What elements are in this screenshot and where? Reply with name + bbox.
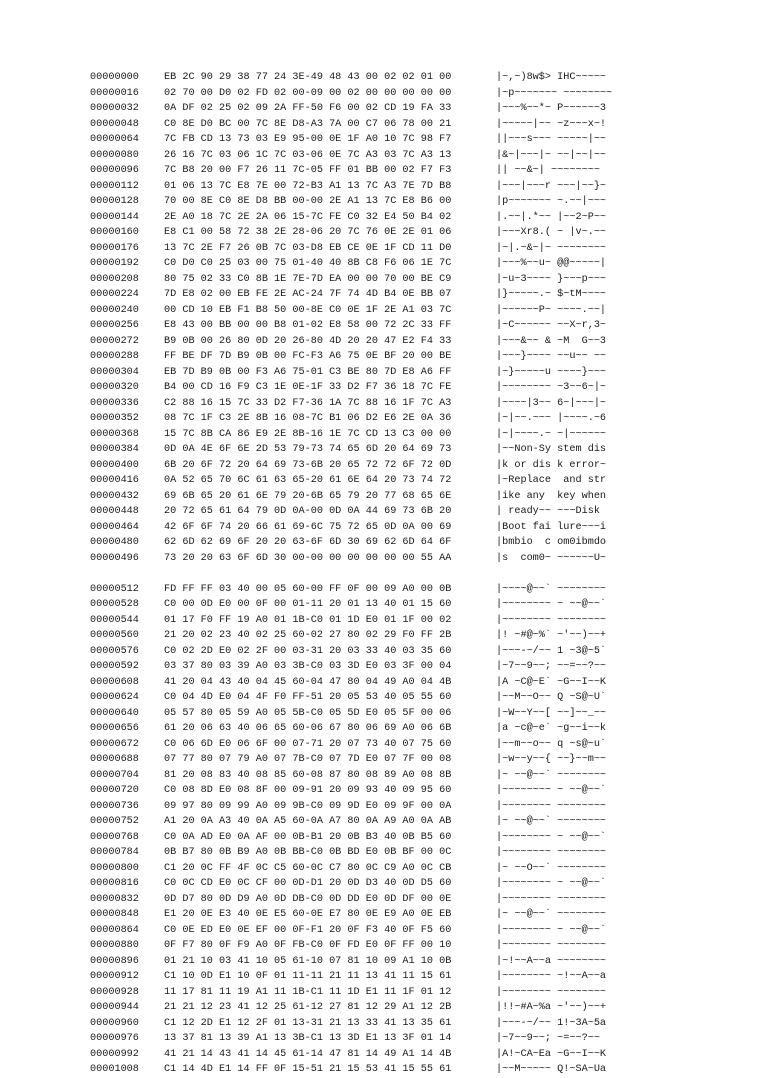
offset-cell: 00000272 bbox=[90, 335, 139, 347]
offset-cell: 00000688 bbox=[90, 754, 139, 765]
hex-bytes-cell: C0 0A AD E0 0A AF 00 0B-B1 20 0B B3 40 0B B5 60 bbox=[164, 831, 452, 843]
ascii-cell: |~~~%~~u~ @@~~~~~| bbox=[496, 258, 607, 269]
offset-cell: 00000608 bbox=[90, 676, 139, 688]
hex-bytes-cell: 01 06 13 7C E8 7E 00 72-B3 A1 13 7C A3 7E 7D B8 bbox=[164, 180, 452, 192]
offset-cell: 00000768 bbox=[90, 831, 139, 843]
dump-row bbox=[90, 938, 626, 954]
dump-row bbox=[90, 318, 626, 334]
ascii-cell: |~~~~~~~~ ~~~~~~~~ bbox=[496, 986, 607, 998]
offset-cell: 00000096 bbox=[90, 165, 139, 176]
dump-row bbox=[90, 597, 626, 613]
hex-bytes-cell: C1 12 2D E1 12 2F 01 13-31 21 13 33 41 13 35 61 bbox=[164, 1017, 452, 1029]
dump-row bbox=[90, 520, 626, 536]
offset-cell: 00000544 bbox=[90, 614, 139, 626]
offset-cell: 00000432 bbox=[90, 490, 139, 502]
ascii-cell: |~~~~~~~~ ~~~~~~~~ bbox=[496, 940, 607, 951]
offset-cell: 00000064 bbox=[90, 134, 139, 145]
offset-cell: 00000560 bbox=[90, 630, 139, 641]
dump-row bbox=[90, 396, 626, 412]
dump-row bbox=[90, 163, 626, 179]
offset-cell: 00000896 bbox=[90, 955, 139, 967]
hex-bytes-cell: C0 06 6D E0 06 6F 00 07-71 20 07 73 40 07 75 60 bbox=[164, 738, 452, 750]
offset-cell: 00000576 bbox=[90, 645, 139, 657]
dump-row bbox=[90, 334, 626, 350]
dump-row bbox=[90, 923, 626, 939]
ascii-cell: |~~~~~~~~ ~3~~6~|~ bbox=[496, 382, 607, 393]
hex-bytes-cell: FF BE DF 7D B9 0B 00 FC-F3 A6 75 0E BF 20 00 BE bbox=[164, 351, 452, 362]
ascii-cell: |.~~|.*~~ |~~2~P~~ bbox=[496, 211, 607, 223]
hex-bytes-cell: 0A DF 02 25 02 09 2A FF-50 F6 00 02 CD 19 FA 33 bbox=[164, 103, 452, 114]
ascii-cell: |~7~~9~~; ~=~~?~~ bbox=[496, 1033, 600, 1044]
hex-bytes-cell: 7C B8 20 00 F7 26 11 7C-05 FF 01 BB 00 02 F7 F3 bbox=[164, 165, 452, 176]
offset-cell: 00000144 bbox=[90, 211, 139, 223]
offset-cell: 00000976 bbox=[90, 1033, 139, 1044]
dump-row bbox=[90, 504, 626, 520]
dump-row bbox=[90, 303, 626, 319]
hex-bytes-cell: 0D D7 80 0D D9 A0 0D DB-C0 0D DD E0 0D DF 00 0E bbox=[164, 893, 452, 905]
hex-bytes-cell: 7D E8 02 00 EB FE 2E AC-24 7F 74 4D B4 0E BB 07 bbox=[164, 289, 452, 300]
ascii-cell: |p~~~~~~~ ~.~~|~~~ bbox=[496, 196, 607, 207]
hex-bytes-cell: 21 20 02 23 40 02 25 60-02 27 80 02 29 F0 FF 2B bbox=[164, 630, 452, 641]
ascii-cell: |~~~~~~~~ ~ ~~@~~` bbox=[496, 785, 607, 796]
hex-bytes-cell: 07 77 80 07 79 A0 07 7B-C0 07 7D E0 07 7F 00 08 bbox=[164, 754, 452, 765]
hex-bytes-cell: 2E A0 18 7C 2E 2A 06 15-7C FE C0 32 E4 50 B4 02 bbox=[164, 211, 452, 223]
offset-cell: 00000800 bbox=[90, 862, 139, 874]
offset-cell: 00000128 bbox=[90, 196, 139, 207]
hex-bytes-cell: C0 0C CD E0 0C CF 00 0D-D1 20 0D D3 40 0D D5 60 bbox=[164, 878, 452, 889]
dump-row bbox=[90, 985, 626, 1001]
dump-row bbox=[90, 814, 626, 830]
dump-row bbox=[90, 737, 626, 753]
ascii-cell: |~|~~~~.~ ~|~~~~~~ bbox=[496, 428, 607, 440]
dump-row bbox=[90, 969, 626, 985]
dump-row bbox=[90, 1062, 626, 1078]
offset-cell: 00000304 bbox=[90, 366, 139, 378]
dump-row bbox=[90, 365, 626, 381]
offset-cell: 00000256 bbox=[90, 320, 139, 331]
ascii-cell: |~~~Xr8.( ~ |v~.~~ bbox=[496, 227, 607, 238]
offset-cell: 00000848 bbox=[90, 909, 139, 920]
hex-bytes-cell: C1 20 0C FF 4F 0C C5 60-0C C7 80 0C C9 A0 0C CB bbox=[164, 862, 452, 874]
ascii-cell: |~~~~~~~~ ~~~~~~~~ bbox=[496, 893, 607, 905]
dump-row bbox=[90, 179, 626, 195]
hex-bytes-cell: 7C FB CD 13 73 03 E9 95-00 0E 1F A0 10 7C 98 F7 bbox=[164, 134, 452, 145]
ascii-cell: |A ~C@~E` ~G~~I~~K bbox=[496, 676, 607, 688]
dump-row bbox=[90, 458, 626, 474]
hex-bytes-cell: 05 57 80 05 59 A0 05 5B-C0 05 5D E0 05 5F 00 06 bbox=[164, 707, 452, 719]
hex-bytes-cell: 69 6B 65 20 61 6E 79 20-6B 65 79 20 77 68 65 6E bbox=[164, 490, 452, 502]
ascii-cell: |~ ~~@~~` ~~~~~~~~ bbox=[496, 769, 607, 781]
offset-cell: 00000656 bbox=[90, 723, 139, 734]
dump-row bbox=[90, 1016, 626, 1032]
offset-cell: 00000864 bbox=[90, 924, 139, 936]
ascii-cell: |~~~~~~~~ ~ ~~@~~` bbox=[496, 924, 607, 936]
offset-cell: 00000624 bbox=[90, 692, 139, 703]
offset-cell: 00000000 bbox=[90, 72, 139, 83]
offset-cell: 00000992 bbox=[90, 1048, 139, 1060]
hex-bytes-cell: C0 00 0D E0 00 0F 00 01-11 20 01 13 40 01 15 60 bbox=[164, 599, 452, 610]
dump-row bbox=[90, 721, 626, 737]
dump-row bbox=[90, 148, 626, 164]
ascii-cell: |~|.~&~|~ ~~~~~~~~ bbox=[496, 242, 607, 254]
ascii-cell: |ike any key when bbox=[496, 490, 607, 502]
hex-bytes-cell: 00 CD 10 EB F1 B8 50 00-8E C0 0E 1F 2E A1 03 7C bbox=[164, 304, 452, 316]
ascii-cell: |~w~~y~~{ ~~}~~m~~ bbox=[496, 754, 607, 765]
ascii-cell: |k or dis k error~ bbox=[496, 459, 607, 471]
offset-cell: 00000288 bbox=[90, 351, 139, 362]
hex-bytes-cell: 61 20 06 63 40 06 65 60-06 67 80 06 69 A0 06 6B bbox=[164, 723, 452, 734]
dump-row bbox=[90, 86, 626, 102]
offset-cell: 00000160 bbox=[90, 227, 139, 238]
offset-cell: 00000080 bbox=[90, 149, 139, 161]
dump-row bbox=[90, 287, 626, 303]
ascii-cell: |~~M~~O~~ Q ~S@~U` bbox=[496, 692, 607, 703]
ascii-cell: |~~~~|3~~ 6~|~~~|~ bbox=[496, 397, 607, 409]
hex-bytes-cell: 80 75 02 33 C0 8B 1E 7E-7D EA 00 00 70 00 BE C9 bbox=[164, 273, 452, 285]
offset-cell: 00000672 bbox=[90, 738, 139, 750]
offset-cell: 00000464 bbox=[90, 521, 139, 533]
ascii-cell: |~7~~9~~; ~~=~~?~~ bbox=[496, 661, 607, 672]
offset-cell: 00000336 bbox=[90, 397, 139, 409]
hex-bytes-cell: C0 02 2D E0 02 2F 00 03-31 20 03 33 40 03 35 60 bbox=[164, 645, 452, 657]
dump-row bbox=[90, 256, 626, 272]
offset-cell: 00000512 bbox=[90, 583, 139, 595]
dump-row bbox=[90, 489, 626, 505]
offset-cell: 00000928 bbox=[90, 986, 139, 998]
dump-row bbox=[90, 1047, 626, 1063]
dump-row bbox=[90, 706, 626, 722]
offset-cell: 00001008 bbox=[90, 1064, 139, 1075]
hex-bytes-cell: 6B 20 6F 72 20 64 69 73-6B 20 65 72 72 6F 72 0D bbox=[164, 459, 452, 471]
hex-bytes-cell: 03 37 80 03 39 A0 03 3B-C0 03 3D E0 03 3F 00 04 bbox=[164, 661, 452, 672]
offset-cell: 00000960 bbox=[90, 1017, 139, 1029]
hex-bytes-cell: 70 00 8E C0 8E D8 BB 00-00 2E A1 13 7C E8 B6 00 bbox=[164, 196, 452, 207]
ascii-cell: |}~~~~~.~ $~tM~~~~ bbox=[496, 289, 607, 300]
offset-cell: 00000832 bbox=[90, 893, 139, 905]
dump-row bbox=[90, 411, 626, 427]
hex-bytes-cell: 15 7C 8B CA 86 E9 2E 8B-16 1E 7C CD 13 C3 00 00 bbox=[164, 428, 452, 440]
ascii-cell: |~~~%~~*~ P~~~~~~3 bbox=[496, 103, 607, 114]
offset-cell: 00000480 bbox=[90, 537, 139, 548]
hex-bytes-cell: 13 7C 2E F7 26 0B 7C 03-D8 EB CE 0E 1F CD 11 D0 bbox=[164, 242, 452, 254]
dump-row bbox=[90, 535, 626, 551]
ascii-cell: |~u~3~~~~ }~~~p~~~ bbox=[496, 273, 607, 285]
hex-bytes-cell: EB 7D B9 0B 00 F3 A6 75-01 C3 BE 80 7D E8 A6 FF bbox=[164, 366, 452, 378]
hex-bytes-cell: C0 0E ED E0 0E EF 00 0F-F1 20 0F F3 40 0F F5 60 bbox=[164, 924, 452, 936]
hex-dump bbox=[90, 70, 626, 1078]
hex-bytes-cell: EB 2C 90 29 38 77 24 3E-49 48 43 00 02 02 01 00 bbox=[164, 72, 452, 83]
ascii-cell: |~!~~A~~a ~~~~~~~~ bbox=[496, 955, 607, 967]
ascii-cell: |~,~)8w$> IHC~~~~~ bbox=[496, 72, 607, 83]
dump-row bbox=[90, 101, 626, 117]
offset-cell: 00000496 bbox=[90, 552, 139, 564]
ascii-cell: |! ~#@~%` ~'~~)~~+ bbox=[496, 630, 607, 641]
ascii-cell: |~~~~~~~~ ~!~~A~~a bbox=[496, 971, 607, 982]
ascii-cell: |~ ~~@~~` ~~~~~~~~ bbox=[496, 909, 607, 920]
dump-row bbox=[90, 70, 626, 86]
hex-bytes-cell: C0 D0 C0 25 03 00 75 01-40 40 8B C8 F6 06 1E 7C bbox=[164, 258, 452, 269]
hex-bytes-cell: 02 70 00 D0 02 FD 02 00-09 00 02 00 00 00 00 00 bbox=[164, 87, 452, 99]
dump-row bbox=[90, 473, 626, 489]
ascii-cell: ||~~~s~~~ ~~~~~|~~ bbox=[496, 134, 607, 145]
ascii-cell: |~~~~~~~~ ~~~~~~~~ bbox=[496, 800, 607, 812]
hex-bytes-cell: C1 14 4D E1 14 FF 0F 15-51 21 15 53 41 15 55 61 bbox=[164, 1064, 452, 1075]
ascii-cell: |~~~~~~P~ ~~~~.~~| bbox=[496, 304, 607, 316]
dump-row bbox=[90, 349, 626, 365]
ascii-cell: |!!~#A~%a ~'~~)~~+ bbox=[496, 1002, 607, 1013]
offset-cell: 00000736 bbox=[90, 800, 139, 812]
block-separator bbox=[90, 566, 626, 582]
hex-bytes-cell: B9 0B 00 26 80 0D 20 26-80 4D 20 20 47 E2 F4 33 bbox=[164, 335, 452, 347]
offset-cell: 00000528 bbox=[90, 599, 139, 610]
dump-row bbox=[90, 892, 626, 908]
dump-row bbox=[90, 690, 626, 706]
ascii-cell: |~~~~~~~~ ~ ~~@~~` bbox=[496, 599, 607, 610]
hex-bytes-cell: C0 04 4D E0 04 4F F0 FF-51 20 05 53 40 05 55 60 bbox=[164, 692, 452, 703]
dump-row bbox=[90, 241, 626, 257]
ascii-cell: |~ ~~@~~` ~~~~~~~~ bbox=[496, 816, 607, 827]
ascii-cell: | ready~~ ~~~Disk bbox=[496, 506, 600, 517]
dump-row bbox=[90, 628, 626, 644]
dump-row bbox=[90, 210, 626, 226]
offset-cell: 00000944 bbox=[90, 1002, 139, 1013]
ascii-cell: |~~~&~~ & ~M G~~3 bbox=[496, 335, 607, 347]
offset-cell: 00000240 bbox=[90, 304, 139, 316]
hex-bytes-cell: 0B B7 80 0B B9 A0 0B BB-C0 0B BD E0 0B BF 00 0C bbox=[164, 847, 452, 858]
ascii-cell: |~~~|~~~r ~~~|~~}~ bbox=[496, 180, 607, 192]
ascii-cell: |~~~}~~~~ ~~u~~ ~~ bbox=[496, 351, 607, 362]
hex-bytes-cell: E1 20 0E E3 40 0E E5 60-0E E7 80 0E E9 A0 0E EB bbox=[164, 909, 452, 920]
hex-bytes-cell: 0D 0A 4E 6F 6E 2D 53 79-73 74 65 6D 20 64 69 73 bbox=[164, 444, 452, 455]
hex-bytes-cell: 41 20 04 43 40 04 45 60-04 47 80 04 49 A0 04 4B bbox=[164, 676, 452, 688]
hex-bytes-cell: 73 20 20 63 6F 6D 30 00-00 00 00 00 00 00 55 AA bbox=[164, 552, 452, 564]
ascii-cell: |~ ~~O~~` ~~~~~~~~ bbox=[496, 862, 607, 874]
hex-bytes-cell: 21 21 12 23 41 12 25 61-12 27 81 12 29 A1 12 2B bbox=[164, 1002, 452, 1013]
hex-bytes-cell: 13 37 81 13 39 A1 13 3B-C1 13 3D E1 13 3F 01 14 bbox=[164, 1033, 452, 1044]
dump-row bbox=[90, 551, 626, 567]
dump-row bbox=[90, 194, 626, 210]
ascii-cell: |~~~~~~~~ ~~~~~~~~ bbox=[496, 614, 607, 626]
dump-row bbox=[90, 225, 626, 241]
offset-cell: 00000416 bbox=[90, 475, 139, 486]
ascii-cell: |~C~~~~~~ ~~X~r,3~ bbox=[496, 320, 607, 331]
offset-cell: 00000032 bbox=[90, 103, 139, 114]
hex-bytes-cell: E8 43 00 BB 00 00 B8 01-02 E8 58 00 72 2C 33 FF bbox=[164, 320, 452, 331]
offset-cell: 00000224 bbox=[90, 289, 139, 300]
offset-cell: 00000592 bbox=[90, 661, 139, 672]
dump-row bbox=[90, 876, 626, 892]
dump-row bbox=[90, 675, 626, 691]
dump-row bbox=[90, 752, 626, 768]
hex-bytes-cell: 20 72 65 61 64 79 0D 0A-00 0D 0A 44 69 73 6B 20 bbox=[164, 506, 452, 517]
dump-row bbox=[90, 427, 626, 443]
ascii-cell: |~~~~~|~~ ~z~~~x~! bbox=[496, 118, 607, 130]
ascii-cell: |~~~-~/~~ 1!~3A~5a bbox=[496, 1017, 607, 1029]
ascii-cell: |~p~~~~~~~ ~~~~~~~~ bbox=[496, 87, 613, 99]
hex-bytes-cell: 41 21 14 43 41 14 45 61-14 47 81 14 49 A1 14 4B bbox=[164, 1048, 452, 1060]
offset-cell: 00000912 bbox=[90, 971, 139, 982]
offset-cell: 00000400 bbox=[90, 459, 139, 471]
hex-bytes-cell: 01 17 F0 FF 19 A0 01 1B-C0 01 1D E0 01 1F 00 02 bbox=[164, 614, 452, 626]
dump-row bbox=[90, 380, 626, 396]
dump-row bbox=[90, 442, 626, 458]
ascii-cell: |a ~c@~e` ~g~~i~~k bbox=[496, 723, 607, 734]
dump-row bbox=[90, 861, 626, 877]
hex-bytes-cell: 62 6D 62 69 6F 20 20 63-6F 6D 30 69 62 6D 64 6F bbox=[164, 537, 452, 548]
offset-cell: 00000192 bbox=[90, 258, 139, 269]
hex-bytes-cell: 11 17 81 11 19 A1 11 1B-C1 11 1D E1 11 1F 01 12 bbox=[164, 986, 452, 998]
hex-bytes-cell: C0 8E D0 BC 00 7C 8E D8-A3 7A 00 C7 06 78 00 21 bbox=[164, 118, 452, 130]
offset-cell: 00000384 bbox=[90, 444, 139, 455]
dump-row bbox=[90, 1031, 626, 1047]
hex-bytes-cell: FD FF FF 03 40 00 05 60-00 FF 0F 00 09 A0 00 0B bbox=[164, 583, 452, 595]
hex-bytes-cell: 26 16 7C 03 06 1C 7C 03-06 0E 7C A3 03 7C A3 13 bbox=[164, 149, 452, 161]
ascii-cell: |s com0~ ~~~~~~U~ bbox=[496, 552, 607, 564]
ascii-cell: |~Replace and str bbox=[496, 475, 607, 486]
hex-bytes-cell: 01 21 10 03 41 10 05 61-10 07 81 10 09 A1 10 0B bbox=[164, 955, 452, 967]
hex-bytes-cell: C1 10 0D E1 10 0F 01 11-11 21 11 13 41 11 15 61 bbox=[164, 971, 452, 982]
offset-cell: 00000368 bbox=[90, 428, 139, 440]
offset-cell: 00000720 bbox=[90, 785, 139, 796]
offset-cell: 00000816 bbox=[90, 878, 139, 889]
ascii-cell: |~~M~~~~~ Q!~SA~Ua bbox=[496, 1064, 607, 1075]
dump-row bbox=[90, 613, 626, 629]
dump-row bbox=[90, 132, 626, 148]
dump-row bbox=[90, 582, 626, 598]
dump-row bbox=[90, 845, 626, 861]
dump-row bbox=[90, 768, 626, 784]
offset-cell: 00000208 bbox=[90, 273, 139, 285]
offset-cell: 00000640 bbox=[90, 707, 139, 719]
dump-row bbox=[90, 799, 626, 815]
hex-bytes-cell: C0 08 8D E0 08 8F 00 09-91 20 09 93 40 09 95 60 bbox=[164, 785, 452, 796]
ascii-cell: |~~m~~o~~ q ~s@~u` bbox=[496, 738, 607, 750]
ascii-cell: |~~~~@~~` ~~~~~~~~ bbox=[496, 583, 607, 595]
dump-row bbox=[90, 272, 626, 288]
ascii-cell: |~|~~.~~~ |~~~~.~6 bbox=[496, 413, 607, 424]
hex-bytes-cell: C2 88 16 15 7C 33 D2 F7-36 1A 7C 88 16 1F 7C A3 bbox=[164, 397, 452, 409]
offset-cell: 00000784 bbox=[90, 847, 139, 858]
offset-cell: 00000176 bbox=[90, 242, 139, 254]
dump-row bbox=[90, 907, 626, 923]
hex-bytes-cell: 0A 52 65 70 6C 61 63 65-20 61 6E 64 20 73 74 72 bbox=[164, 475, 452, 486]
offset-cell: 00000048 bbox=[90, 118, 139, 130]
hex-bytes-cell: B4 00 CD 16 F9 C3 1E 0E-1F 33 D2 F7 36 18 7C FE bbox=[164, 382, 452, 393]
hex-bytes-cell: 08 7C 1F C3 2E 8B 16 08-7C B1 06 D2 E6 2E 0A 36 bbox=[164, 413, 452, 424]
offset-cell: 00000704 bbox=[90, 769, 139, 781]
offset-cell: 00000112 bbox=[90, 180, 139, 192]
dump-row bbox=[90, 659, 626, 675]
hex-bytes-cell: E8 C1 00 58 72 38 2E 28-06 20 7C 76 0E 2E 01 06 bbox=[164, 227, 452, 238]
offset-cell: 00000320 bbox=[90, 382, 139, 393]
dump-row bbox=[90, 117, 626, 133]
ascii-cell: |&~|~~~|~ ~~|~~|~~ bbox=[496, 149, 607, 161]
offset-cell: 00000448 bbox=[90, 506, 139, 517]
dump-row bbox=[90, 644, 626, 660]
ascii-cell: |~~~-~/~~ 1 ~3@~5` bbox=[496, 645, 607, 657]
ascii-cell: |~~~~~~~~ ~ ~~@~~` bbox=[496, 878, 607, 889]
ascii-cell: |~W~~Y~~[ ~~]~~_~~ bbox=[496, 707, 607, 719]
hex-bytes-cell: 09 97 80 09 99 A0 09 9B-C0 09 9D E0 09 9F 00 0A bbox=[164, 800, 452, 812]
hex-bytes-cell: A1 20 0A A3 40 0A A5 60-0A A7 80 0A A9 A0 0A AB bbox=[164, 816, 452, 827]
ascii-cell: |A!~CA~Ea ~G~~I~~K bbox=[496, 1048, 607, 1060]
ascii-cell: |~~~~~~~~ ~~~~~~~~ bbox=[496, 847, 607, 858]
dump-row bbox=[90, 830, 626, 846]
dump-row bbox=[90, 954, 626, 970]
offset-cell: 00000880 bbox=[90, 940, 139, 951]
hex-bytes-cell: 0F F7 80 0F F9 A0 0F FB-C0 0F FD E0 0F FF 00 10 bbox=[164, 940, 452, 951]
ascii-cell: |Boot fai lure~~~i bbox=[496, 521, 607, 533]
hex-bytes-cell: 81 20 08 83 40 08 85 60-08 87 80 08 89 A0 08 8B bbox=[164, 769, 452, 781]
ascii-cell: |~}~~~~~u ~~~~}~~~ bbox=[496, 366, 607, 378]
dump-row bbox=[90, 1000, 626, 1016]
offset-cell: 00000752 bbox=[90, 816, 139, 827]
ascii-cell: |~~Non-Sy stem dis bbox=[496, 444, 607, 455]
dump-row bbox=[90, 783, 626, 799]
ascii-cell: |~~~~~~~~ ~ ~~@~~` bbox=[496, 831, 607, 843]
ascii-cell: |bmbio c om0ibmdo bbox=[496, 537, 607, 548]
ascii-cell: || ~~&~| ~~~~~~~~ bbox=[496, 165, 600, 176]
hex-bytes-cell: 42 6F 6F 74 20 66 61 69-6C 75 72 65 0D 0A 00 69 bbox=[164, 521, 452, 533]
offset-cell: 00000352 bbox=[90, 413, 139, 424]
offset-cell: 00000016 bbox=[90, 87, 139, 99]
